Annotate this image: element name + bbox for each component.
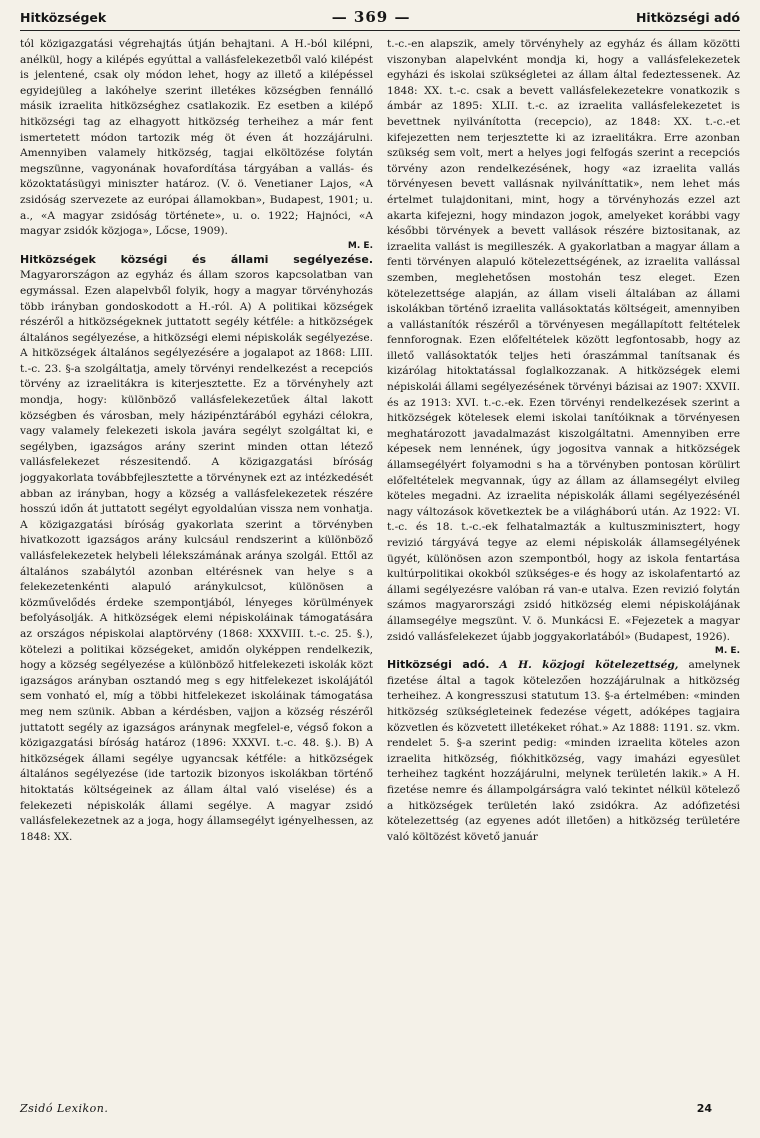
entry-body: amelynek fizetése által a tagok kötelezően hozzájárulnak a hitközség terheihez. A kongresszusi statutum 13. §-a értelmében: «minden hitközség szükségleteinek fedezése végett, adóképes tagjaira közvetlen és közvetett illetékeket róhat.» Az 1888: 1191. sz. vkm. rendelet 5. §-a szerint pedig: «minden izraelita köteles azon izraelita hitközség, fiókhitközség, vagy imaházi egyesület terheihez tagként hozzájárulni, melynek területén lakik.» A H. fizetése nemre és állampolgárságra való tekintet nélkül kötelező a hitközségek területén lakó zsidókra. Az adófizetési kötelezettség (az egyenes adót illetően) a hitközség területére való költözést követő január: [387, 659, 740, 843]
page-number: — 369 —: [331, 8, 411, 26]
header-right-keyword: Hitközségi adó: [635, 10, 740, 25]
paragraph: t.-c.-en alapszik, amely törvényhely az egyház és állam közötti viszonyban alapelvként mondja ki, hogy a vallásfelekezetek egyházi és iskolai szükségletei az állam által fedeztessenek. Az 1848: XX. t.-c. csak a bevett vallásfelekezetekre vonatkozik s ámbár az 1895: XLII. t.-c. az izraelita vallásfelekezetet is bevettnek nyilvánította (recepcio), az 1848: XX. t.-c.-et kifejezetten nem terjesztette ki az izraelitákra. Erre azonban szükség sem volt, mert a helyes jogi felfogás szerint a recepciós törvény azon rendelkezésének, hogy «az izraelita vallás törvényesen bevett vallásnak nyilváníttatik», nem lehet más értelmet tulajdonitani, mint, hogy a törvényhozás ezzel azt akarta kifejezni, hogy mindazon jogok, amelyeket korábbi vagy későbbi törvények a bevett vallások részére biztositanak, az izraelita vallást is megilleszék. A gyakorlatban a magyar állam a fenti törvényen alapuló kötelezettségének, az izraelita vallással szemben, meglehetősen mostohán tesz eleget. Ezen kötelezettsége alapján, az állam viseli általában az állami iskolákban történő izraelita vallásoktatás költségeit, amennyiben a vallástanítók részéről a törvényesen megállapított feltételek fennforognak. Ezen előfeltételek között legfontosabb, hogy az illető vallásoktatók teljes heti óraszámmal tanítsanak és kizárólag hitoktatással foglalkozzanak. A hitközségek elemi népiskolái állami segélyezésének törvényi bázisai az 1907: XXVII. és az 1913: XVI. t.-c.-ek. Ezen törvényi rendelkezések szerint a hitközségek kötelesek elemi iskolai tanítóiknak a törvényesen meghatározott javadalmazást kiszolgáltatni. Amennyiben erre képesek nem lennének, úgy jogositva vannak a hitközségek államsegélyért folyamodni s ha a törvényben pontosan körülirt előfeltételek megvannak, úgy az állam az államsegélyt elvileg köteles megadni. Az izraelita népiskolák állami segélyezésénél nagy változások következtek be a világháború után. Az 1922: VI. t.-c. és 18. t.-c.-ek felhatalmazták a kultuszminisztert, hogy revizió tárgyává tegye az elemi népiskolák államsegélyének ügyét, különösen azon szempontból, hogy az iskola fentartása kultúrpolitikai okokból szükséges-e és hogy az iskolafentartó az állami segélyezésre valóban rá van-e utalva. Ezen revizió folytán számos magyarországi zsidó hitközség elemi népiskolájának államsegélye megszünt. V. ö. Munkácsi E. «Fejezetek a magyar zsidó vallásfelekezet újabb joggyakorlatából» (Budapest, 1926).: [387, 38, 740, 643]
right-column: [387, 37, 740, 1087]
sheet-number: 24: [696, 1102, 712, 1115]
header-left-keyword: Hitközségek: [20, 10, 107, 25]
left-column: [20, 37, 373, 1087]
author-signature: M. E.: [347, 240, 373, 251]
paragraph: [387, 657, 740, 845]
paragraph: [20, 252, 373, 846]
entry-lead: A H. közjogi kötelezettség,: [499, 659, 679, 672]
entry-title: Hitközségek községi és állami segélyezése.: [20, 252, 373, 266]
footer-source: Zsidó Lexikon.: [20, 1102, 109, 1115]
paragraph: tól közigazgatási végrehajtás útján behajtani. A H.-ból kilépni, anélkül, hogy a kilépés egyúttal a vallásfelekezetből való kilépést is jelentené, csak oly módon lehet, hogy az illető a kilépéssel egyidejüleg a lakóhelye szerint illetékes községben fennálló másik izraelita hitközséghez csatlakozik. Ez esetben a kilépő hitközségi tag az elhagyott hitközség terheihez a már fent ismertetett módon tartozik még öt éven át hozzájárulni. Amennyiben valamely hitközség, tagjai elköltözése folytán megszünne, vagyonának hovafordítása tárgyában a vallás- és közoktatásügyi miniszter határoz. (V. ö. Venetianer Lajos, «A zsidóság szervezete az európai államokban», Budapest, 1901; u. a., «A magyar zsidóság története», u. o. 1922; Hajnóci, «A magyar zsidók közjoga», Lőcse, 1909).: [20, 38, 373, 238]
running-head: [20, 8, 740, 31]
entry-body: Magyarországon az egyház és állam szoros kapcsolatban van egymással. Ezen alapelvből folyik, hogy a magyar törvényhozás több irányban gondoskodott a H.-ról. A) A politikai községek részéről a hitközségeknek juttatott segély kétféle: a hitközségek általános segélyezése, a hitközségi elemi népiskolák segélyezése. A hitközségek általános segélyezésére a jogalapot az 1868: LIII. t.-c. 23. §-a szolgáltatja, amely törvényi rendelkezést a recepciós törvény az izraelitákra is kiterjesztette. Ez a törvényhely azt mondja, hogy: különböző vallásfelekezetűek által lakott községben és városban, mely házipénztárából egyházi célokra, vagy valamely felekezeti iskola javára segélyt szolgáltat ki, e segélyben, igazságos arány szerint minden ottan létező vallásfelekezet részesitendő. A közigazgatási bíróság joggyakorlata továbbfejlesztette a törvénynek ezt az intézkedését abban az irányban, hogy a község a vallásfelekezetek részére hosszú időn át juttatott segélyt egyoldalúan vissza nem vonhatja. A közigazgatási bíróság gyakorlata szerint a törvényben hivatkozott igazságos arány kulcsául rendszerint a különböző vallásfelekezetek helybeli lélekszámának aránya szolgál. Ettől az általános szabálytól azonban eltérésnek van helye s a felekezetenkénti alapuló aránykulcsot, különösen a közművelődés érdeke szempontjából, lényeges körülmények befolyásolják. A hitközségek elemi népiskoláinak támogatására az országos népiskolai alaptörvény (1868: XXXVIII. t.-c. 25. §.), kötelezi a politikai községeket, amidőn olyképpen rendelkezik, hogy a község segélyezése a különböző hitfelekezeti iskolák közt igazságos arányban osztandó meg s egy hitfelekezet iskolájától sem vonható el, míg a többi hitfelekezet iskoláinak támogatása meg nem szünik. Abban a kérdésben, vajjon a község részéről juttatott segély az igazságos aránynak megfelel-e, végső fokon a közigazgatási bíróság határoz (1896: XXXVI. t.-c. 48. §.). B) A hitközségek állami segélye ugyancsak kétféle: a hitközségek általános segélyezése (ide tartozik bizonyos iskolákban történő hitoktatás költségeinek az állam által való viselése) és a felekezeti népiskolák állami segélye. A magyar zsidó vallásfelekezetnek az a joga, hogy államsegélyt igényelhessen, az 1848: XX.: [20, 269, 373, 843]
author-signature: M. E.: [714, 646, 740, 657]
page-footer: [20, 1102, 740, 1115]
entry-title: Hitközségi adó.: [387, 658, 490, 672]
text-columns: [20, 37, 740, 1087]
